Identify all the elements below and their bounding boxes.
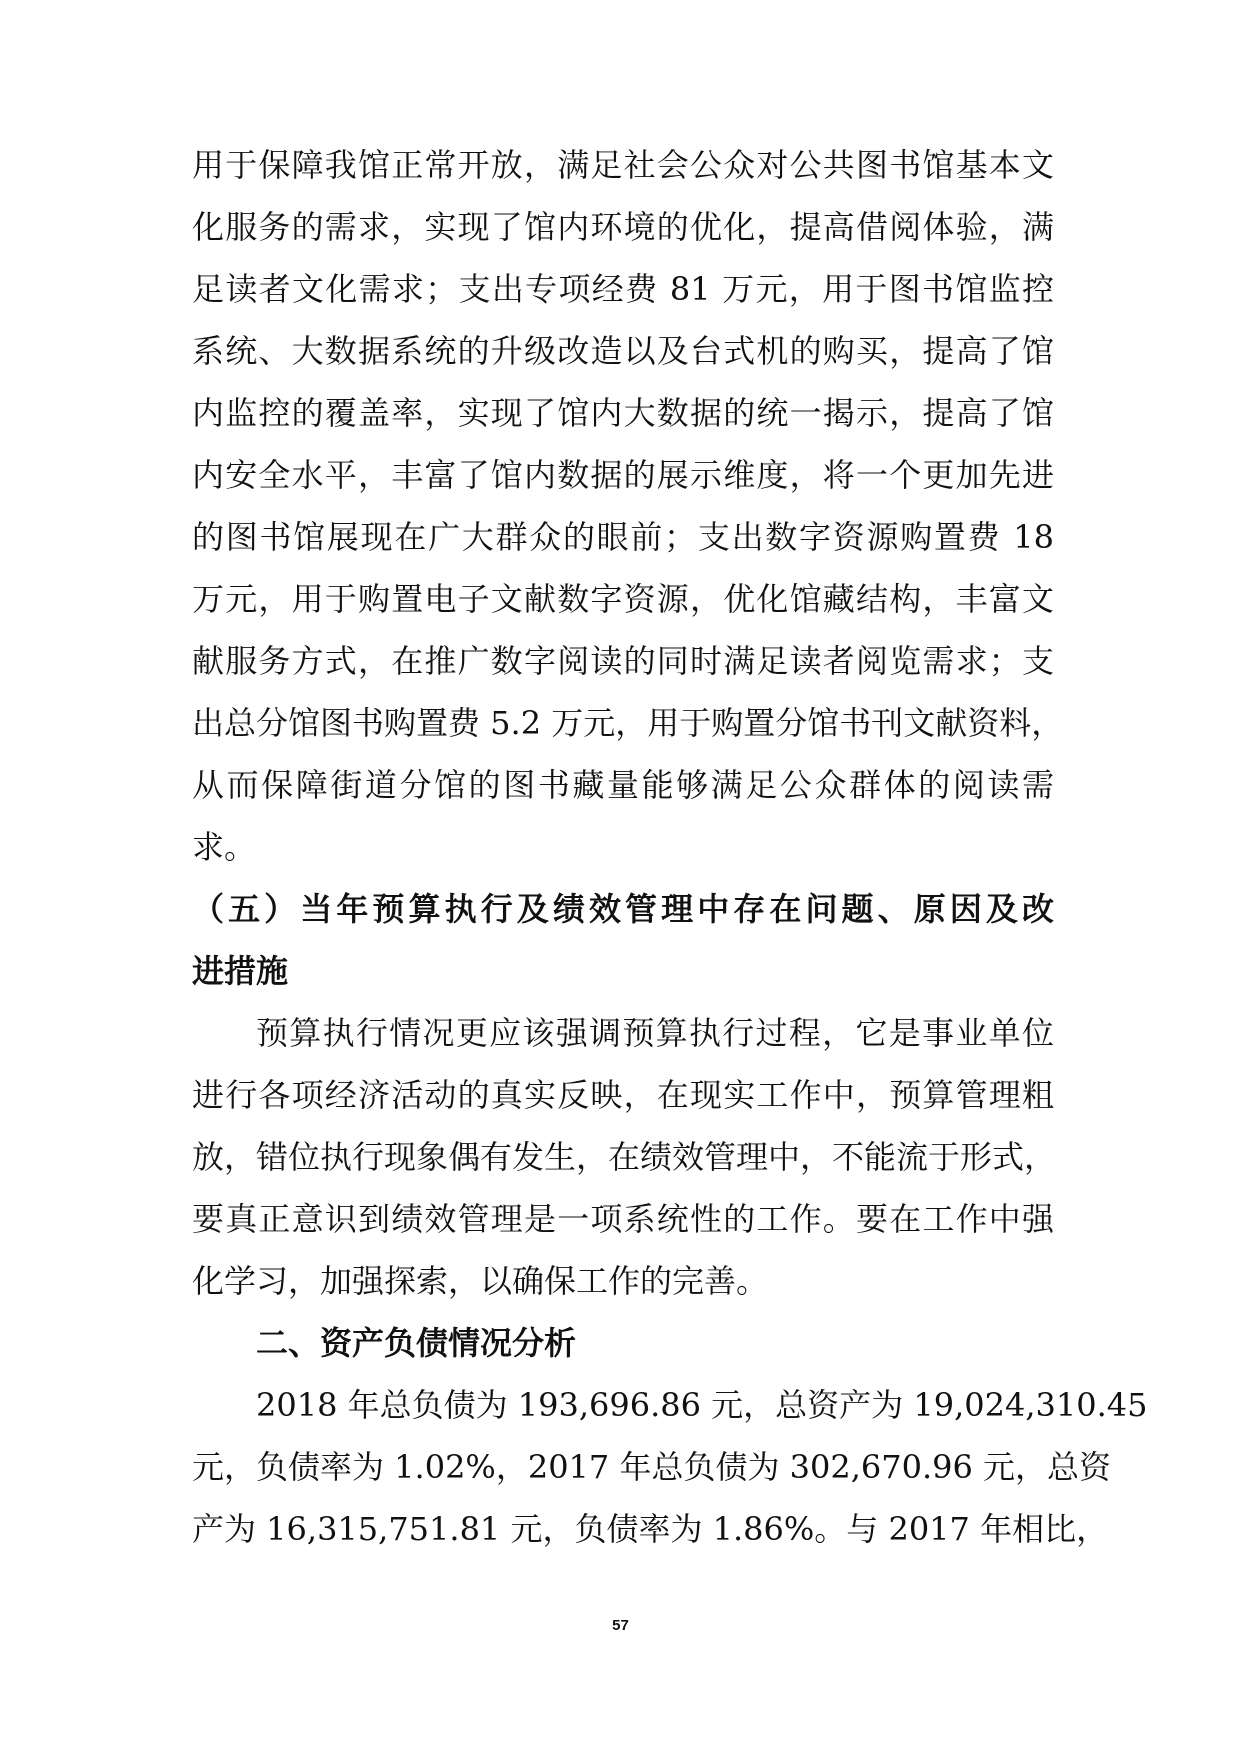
text-line: 化服务的需求，实现了馆内环境的优化，提高借阅体验，满 xyxy=(192,208,1054,246)
text-line: 的图书馆展现在广大群众的眼前；支出数字资源购置费 18 xyxy=(192,518,1054,556)
text-line: 内监控的覆盖率，实现了馆内大数据的统一揭示，提高了馆 xyxy=(192,394,1054,432)
text-line: 化学习，加强探索，以确保工作的完善。 xyxy=(192,1262,769,1300)
text-line: 产为 16,315,751.81 元，负债率为 1.86%。与 2017 年相比， xyxy=(192,1510,1109,1548)
section-heading-continued: 进措施 xyxy=(192,952,289,990)
text-line: 足读者文化需求；支出专项经费 81 万元，用于图书馆监控 xyxy=(192,270,1054,308)
body-text xyxy=(192,134,1148,1560)
text-line: 用于保障我馆正常开放，满足社会公众对公共图书馆基本文 xyxy=(192,146,1054,184)
text-line: 从而保障街道分馆的图书藏量能够满足公众群体的阅读需 xyxy=(192,766,1054,804)
page-number: 57 xyxy=(612,1617,629,1634)
text-line: 系统、大数据系统的升级改造以及台式机的购买，提高了馆 xyxy=(192,332,1054,370)
text-line: 元，负债率为 1.02%，2017 年总负债为 302,670.96 元，总资 xyxy=(192,1448,1112,1486)
paragraph-first-line: 预算执行情况更应该强调预算执行过程，它是事业单位 xyxy=(256,1014,1054,1052)
text-line: 进行各项经济活动的真实反映，在现实工作中，预算管理粗 xyxy=(192,1076,1054,1114)
section-heading: （五）当年预算执行及绩效管理中存在问题、原因及改 xyxy=(192,890,1054,928)
text-line: 万元，用于购置电子文献数字资源，优化馆藏结构，丰富文 xyxy=(192,580,1054,618)
text-line: 内安全水平，丰富了馆内数据的展示维度，将一个更加先进 xyxy=(192,456,1054,494)
text-line: 出总分馆图书购置费 5.2 万元，用于购置分馆书刊文献资料， xyxy=(192,704,1064,742)
text-line: 要真正意识到绩效管理是一项系统性的工作。要在工作中强 xyxy=(192,1200,1054,1238)
paragraph-first-line: 2018 年总负债为 193,696.86 元，总资产为 19,024,310.45 xyxy=(256,1386,1148,1424)
text-line: 放，错位执行现象偶有发生，在绩效管理中，不能流于形式， xyxy=(192,1138,1057,1176)
section-heading: 二、资产负债情况分析 xyxy=(256,1324,577,1362)
text-line: 求。 xyxy=(192,828,257,866)
text-line: 献服务方式，在推广数字阅读的同时满足读者阅览需求；支 xyxy=(192,642,1054,680)
